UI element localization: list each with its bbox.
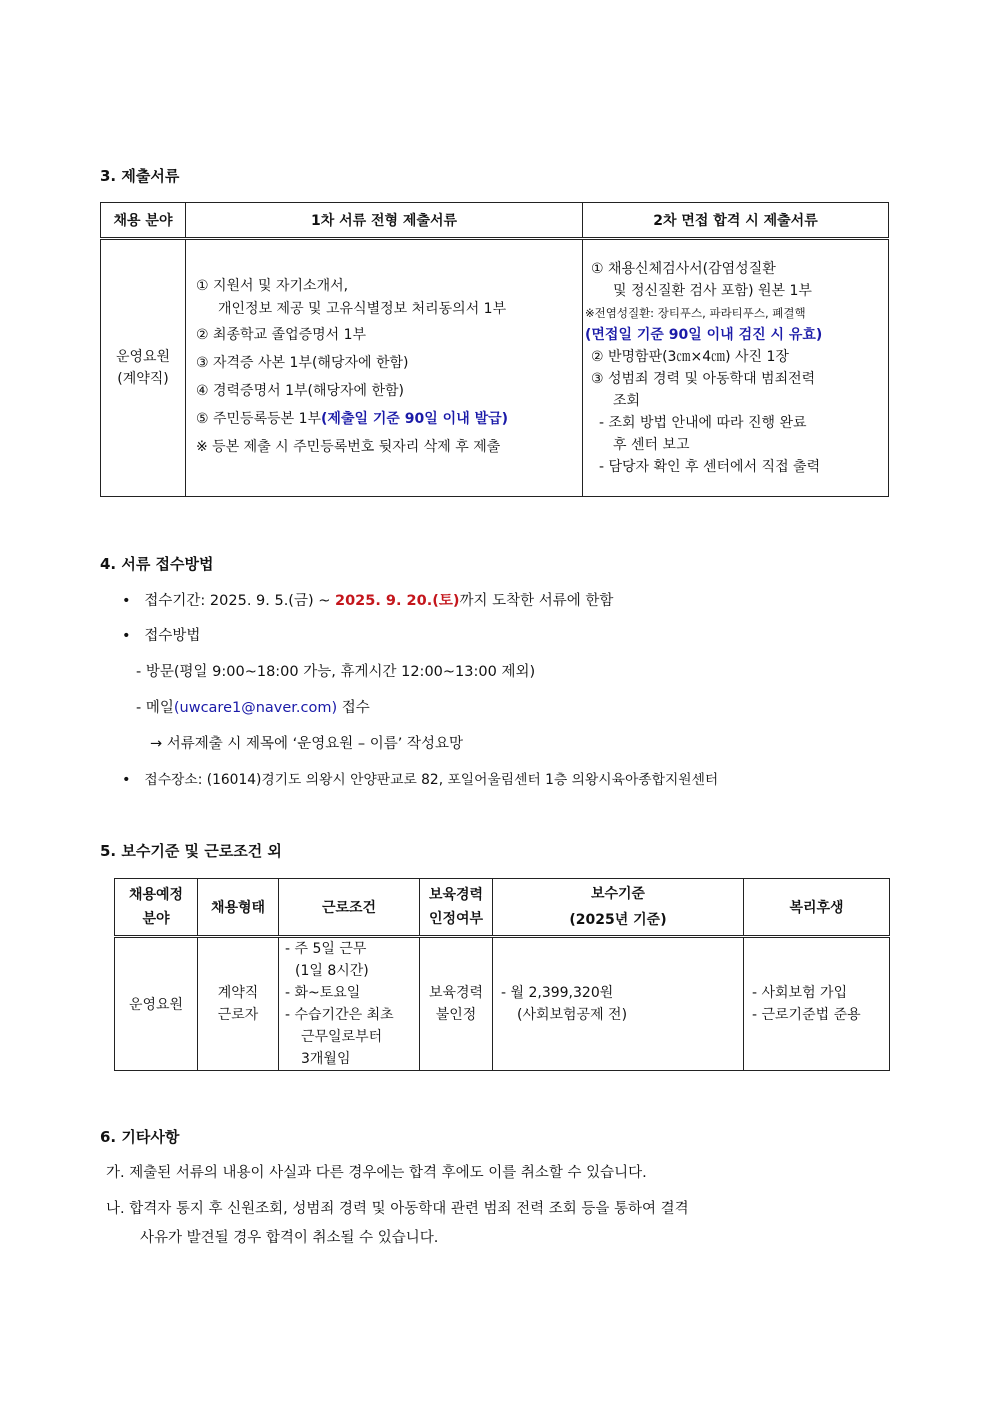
row-type	[198, 937, 279, 1071]
condition-line: - 주 5일 근무	[285, 941, 367, 957]
visit-method: - 방문(평일 9:00~18:00 가능, 휴게시간 12:00~13:00 제외)	[136, 664, 536, 680]
doc2-item: - 담당자 확인 후 센터에서 직접 출력	[599, 459, 821, 475]
doc-item: ① 지원서 및 자기소개서,	[196, 278, 349, 294]
doc-item: 개인정보 제공 및 고유식별정보 처리동의서 1부	[218, 301, 507, 317]
salary-line: - 월 2,399,320원	[501, 985, 614, 1001]
mail-method	[136, 696, 370, 717]
mail-note: → 서류제출 시 제목에 ‘운영요원 – 이름’ 작성요망	[150, 736, 464, 752]
col-welfare-header: 복리후생	[744, 879, 890, 937]
doc-item	[196, 405, 578, 433]
doc-item: ③ 자격증 사본 1부(해당자에 한함)	[196, 355, 409, 371]
place-item	[122, 768, 718, 788]
doc2-item: ③ 성범죄 경력 및 아동학대 범죄전력	[591, 371, 816, 387]
doc2-item: 및 정신질환 검사 포함) 원본 1부	[613, 283, 812, 299]
col-type-header: 채용형태	[198, 879, 279, 937]
bullet: •	[122, 772, 131, 788]
conditions-table	[114, 878, 890, 1071]
condition-line: 근무일로부터	[301, 1029, 383, 1045]
row-salary	[493, 937, 744, 1071]
col-salary-header: 보수기준 (2025년 기준)	[493, 879, 744, 937]
row-career	[420, 937, 493, 1071]
type-line: 계약직	[217, 985, 259, 1001]
col-field-header: 채용예정 분야	[115, 879, 198, 937]
doc2-highlight: (면접일 기준 90일 이내 검진 시 유효)	[585, 327, 823, 343]
salary-line: (사회보험공제 전)	[517, 1007, 628, 1023]
row-conditions	[279, 937, 420, 1071]
row-welfare	[744, 937, 890, 1071]
field-cell	[101, 239, 186, 497]
section3-title: 3. 제출서류	[100, 167, 180, 185]
welfare-line: - 사회보험 가입	[752, 985, 848, 1001]
doc2-note: ※전염성질환: 장티푸스, 파라티푸스, 폐결핵	[585, 306, 806, 320]
period-prefix: 접수기간: 2025. 9. 5.(금) ~	[144, 593, 335, 609]
doc-note: ※ 등본 제출 시 주민등록번호 뒷자리 삭제 후 제출	[196, 439, 501, 455]
bullet: •	[122, 628, 131, 644]
col-conditions-header: 근로조건	[279, 879, 420, 937]
condition-line: 3개월임	[301, 1051, 351, 1067]
doc5-prefix: ⑤ 주민등록등본 1부	[196, 411, 322, 427]
mail-suffix: 접수	[337, 700, 370, 716]
note-b-line2: 사유가 발견될 경우 합격이 취소될 수 있습니다.	[140, 1230, 439, 1246]
welfare-line: - 근로기준법 준용	[752, 1007, 861, 1023]
doc5-highlight: (제출일 기준 90일 이내 발급)	[321, 411, 509, 427]
note-a: 가. 제출된 서류의 내용이 사실과 다른 경우에는 합격 후에도 이를 취소할 수 있습니다.	[106, 1165, 647, 1181]
section4-title: 4. 서류 접수방법	[100, 555, 214, 573]
doc2-item: - 조회 방법 안내에 따라 진행 완료	[599, 415, 807, 431]
mail-prefix: - 메일	[136, 700, 174, 716]
method-label: 접수방법	[144, 628, 201, 644]
bullet: •	[122, 593, 131, 609]
condition-line: - 수습기간은 최초	[285, 1007, 394, 1023]
col-field-header: 채용 분야	[101, 203, 186, 239]
method-item	[122, 624, 200, 645]
doc2-item: 후 센터 보고	[613, 437, 690, 453]
type-line: 근로자	[217, 1007, 259, 1023]
doc2-item: ① 채용신체검사서(감염성질환	[591, 261, 776, 277]
doc2-item: ② 반명함판(3㎝×4㎝) 사진 1장	[591, 349, 789, 365]
section6-title: 6. 기타사항	[100, 1128, 180, 1146]
col-second-docs-header: 2차 면접 합격 시 제출서류	[583, 203, 889, 239]
period-item	[122, 589, 613, 610]
row-field: 운영요원	[115, 937, 198, 1071]
note-b-line1: 나. 합격자 통지 후 신원조회, 성범죄 경력 및 아동학대 관련 범죄 전력 조회 등을 통하여 결격	[106, 1201, 689, 1217]
field-name: 운영요원	[115, 349, 171, 365]
second-docs-cell	[583, 239, 889, 497]
doc-item: ④ 경력증명서 1부(해당자에 한함)	[196, 383, 405, 399]
col-career-header: 보육경력 인정여부	[420, 879, 493, 937]
period-suffix: 까지 도착한 서류에 한함	[459, 593, 614, 609]
career-line: 보육경력	[428, 985, 484, 1001]
place-text: 접수장소: (16014)경기도 의왕시 안양판교로 82, 포일어울림센터 1층 의왕시육아종합지원센터	[144, 772, 719, 788]
first-docs-cell	[186, 239, 583, 497]
documents-table	[100, 202, 889, 497]
career-line: 불인정	[435, 1007, 477, 1023]
col-first-docs-header: 1차 서류 전형 제출서류	[186, 203, 583, 239]
doc2-item: 조회	[613, 393, 641, 409]
section5-title: 5. 보수기준 및 근로조건 외	[100, 842, 282, 860]
doc-item: ② 최종학교 졸업증명서 1부	[196, 327, 367, 343]
field-sub: (계약직)	[117, 371, 169, 387]
condition-line: (1일 8시간)	[295, 963, 369, 979]
period-deadline: 2025. 9. 20.(토)	[335, 593, 460, 609]
mail-address[interactable]: (uwcare1@naver.com)	[173, 700, 338, 716]
condition-line: - 화~토요일	[285, 985, 361, 1001]
